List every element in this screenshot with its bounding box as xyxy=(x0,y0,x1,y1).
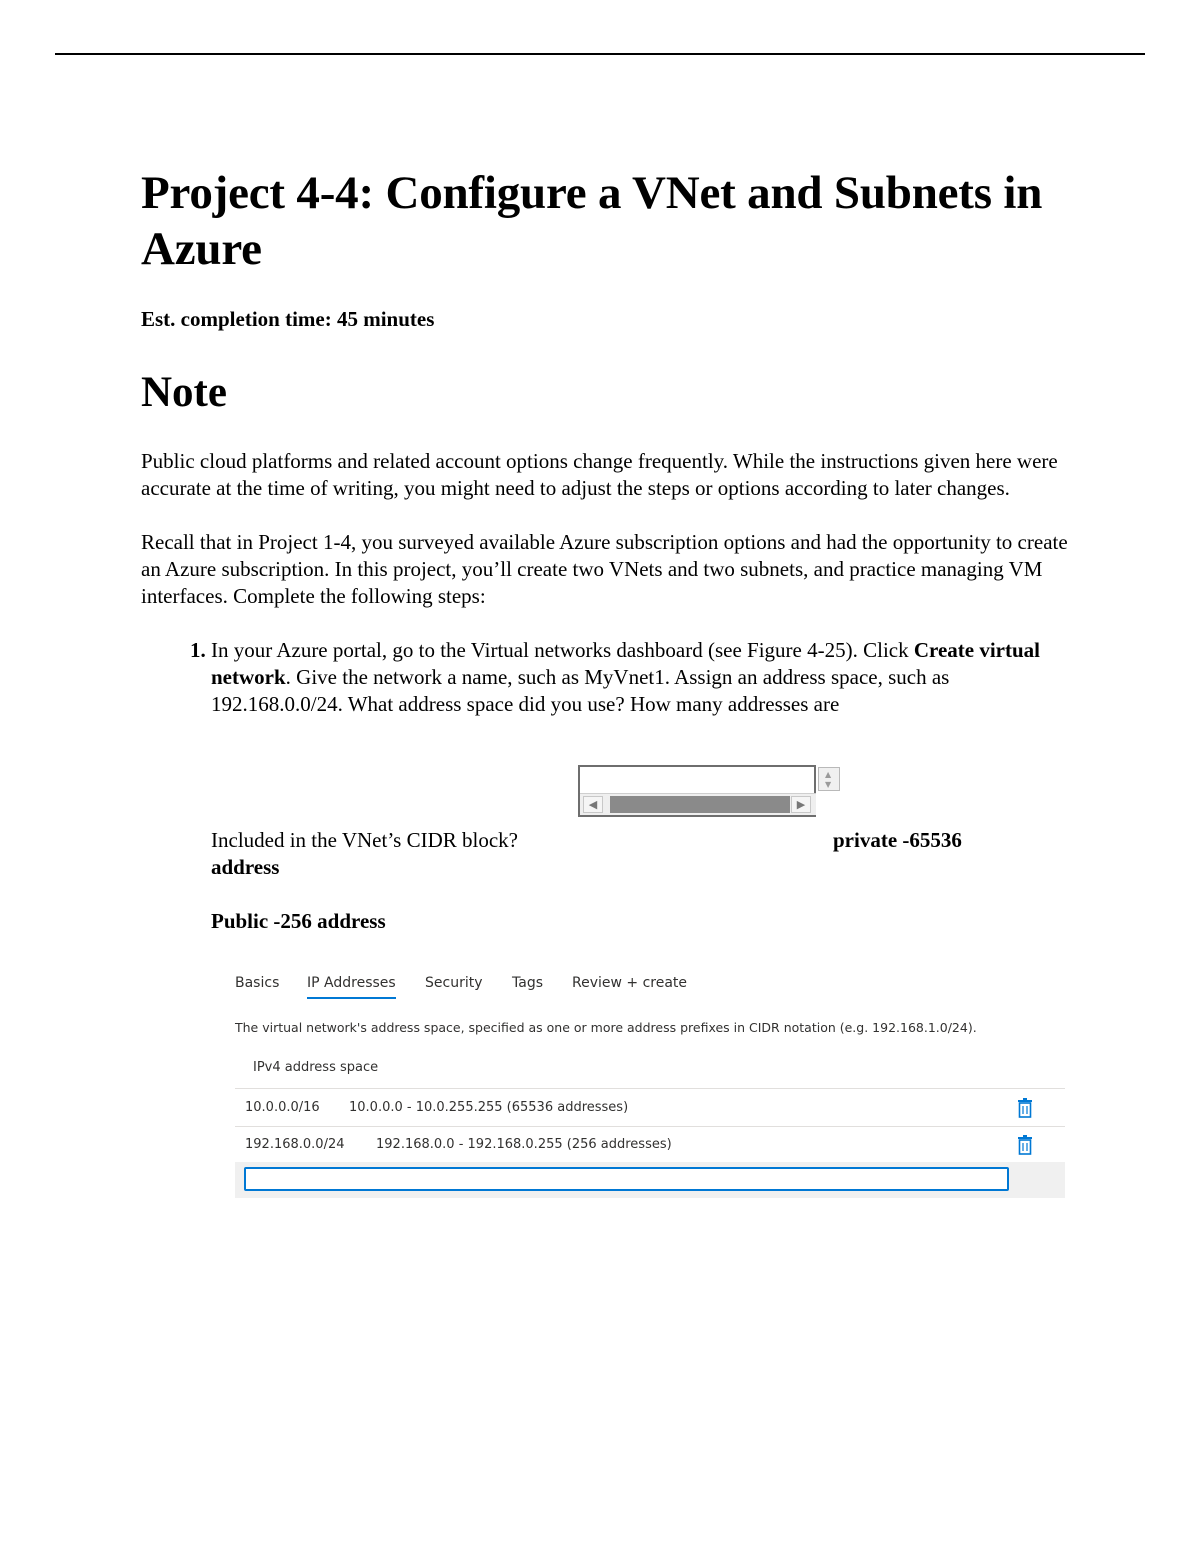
tab-basics[interactable]: Basics xyxy=(235,975,280,991)
completion-time: Est. completion time: 45 minutes xyxy=(141,307,435,331)
scrollbar-thumb[interactable] xyxy=(610,796,790,813)
address-prefix[interactable]: 192.168.0.0/24 xyxy=(245,1137,345,1152)
answer-address: address xyxy=(211,855,280,879)
tab-review-create[interactable]: Review + create xyxy=(572,975,688,991)
scroll-left-icon[interactable]: ◀ xyxy=(583,796,603,813)
header-rule xyxy=(55,53,1145,55)
delete-trash-icon[interactable] xyxy=(1017,1098,1033,1118)
scroll-up-icon[interactable]: ▲ xyxy=(825,770,832,779)
page-title: Project 4-4: Configure a VNet and Subnets in Azure xyxy=(141,167,1043,275)
vertical-scrollbar[interactable] xyxy=(818,767,840,791)
note-paragraph: Public cloud platforms and related account options change frequently. While the instructions given here were accurate at the time of writing, you might need to adjust the steps or options according to later changes. xyxy=(141,449,1058,500)
step-1-text-before: In your Azure portal, go to the Virtual networks dashboard (see Figure 4-25). Click xyxy=(211,638,914,662)
steps-list xyxy=(141,637,1071,718)
scroll-right-icon[interactable]: ▶ xyxy=(791,796,811,813)
scroll-down-icon[interactable]: ▼ xyxy=(825,780,832,789)
address-range: 10.0.0.0 - 10.0.255.255 (65536 addresses) xyxy=(349,1100,629,1115)
address-row xyxy=(235,1090,1065,1126)
address-prefix[interactable]: 10.0.0.0/16 xyxy=(245,1100,320,1115)
answer-private: private -65536 xyxy=(833,828,962,852)
step-1-text-after: . Give the network a name, such as MyVnet1. Assign an address space, such as 192.168.0.0/24. What address space did you use? How many addresses are xyxy=(211,665,950,716)
tab-tags[interactable]: Tags xyxy=(512,975,543,991)
note-heading: Note xyxy=(141,369,227,416)
answer-public: Public -256 address xyxy=(211,909,386,933)
address-space-description: The virtual network's address space, specified as one or more address prefixes in CIDR notation (e.g. 192.168.1.0/24). xyxy=(235,1020,977,1035)
address-range: 192.168.0.0 - 192.168.0.255 (256 addresses) xyxy=(376,1137,672,1152)
address-row xyxy=(235,1127,1065,1163)
header-divider xyxy=(235,1088,1065,1089)
ipv4-column-header: IPv4 address space xyxy=(253,1060,379,1075)
new-address-row xyxy=(235,1162,1065,1198)
delete-trash-icon[interactable] xyxy=(1017,1135,1033,1155)
horizontal-scrollbar[interactable] xyxy=(580,793,816,815)
tab-ip-addresses[interactable]: IP Addresses xyxy=(307,975,396,999)
cidr-question: Included in the VNet’s CIDR block? xyxy=(211,828,518,852)
step-1-bold: Create virtual network xyxy=(211,638,1041,689)
intro-paragraph: Recall that in Project 1-4, you surveyed available Azure subscription options and had the opportunity to create an Azure subscription. In this project, you’ll create two VNets and two subnets, and practice managing VM interfaces. Complete the following steps: xyxy=(141,530,1068,608)
answer-textbox[interactable] xyxy=(578,765,843,820)
document-body xyxy=(141,165,1071,933)
azure-ip-addresses-screenshot xyxy=(235,972,1065,1202)
tab-security[interactable]: Security xyxy=(425,975,483,991)
step-1 xyxy=(211,637,1071,718)
new-address-input[interactable] xyxy=(244,1167,1009,1191)
